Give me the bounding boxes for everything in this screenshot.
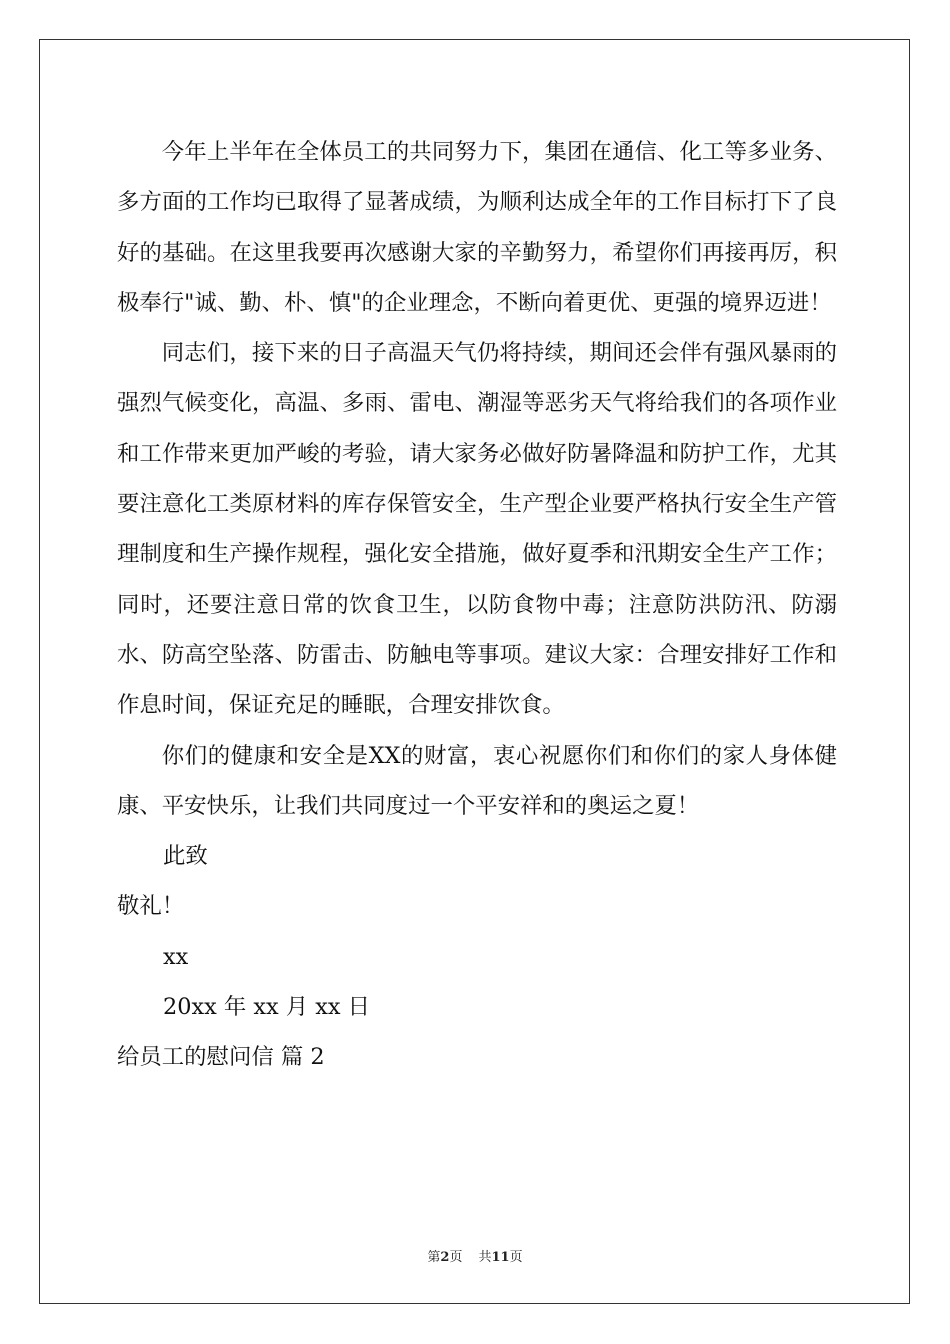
paragraph-3: 你们的健康和安全是XX的财富，衷心祝愿你们和你们的家人身体健康、平安快乐，让我们共同度过一个平安祥和的奥运之夏！	[117, 742, 837, 819]
paragraph-1: 今年上半年在全体员工的共同努力下，集团在通信、化工等多业务、多方面的工作均已取得了显著成绩，为顺利达成全年的工作目标打下了良好的基础。在这里我要再次感谢大家的辛勤努力，希望你们再接再厉，积极奉行"诚、勤、朴、慎"的企业理念，不断向着更优、更强的境界迈进！	[117, 139, 837, 316]
signature: xx	[163, 943, 189, 970]
page-suffix: 页	[449, 1250, 463, 1265]
total-suffix: 页	[509, 1250, 523, 1265]
page-footer	[0, 1246, 950, 1265]
letter-date: 20xx 年 xx 月 xx 日	[163, 994, 371, 1021]
page-prefix: 第	[427, 1250, 441, 1265]
letter-body	[117, 127, 837, 1083]
closing-salutation: 此致	[163, 843, 208, 870]
next-section-heading: 给员工的慰问信 篇 2	[117, 1044, 325, 1071]
closing-respect: 敬礼！	[117, 893, 185, 920]
total-pages: 11	[491, 1250, 510, 1265]
paragraph-2: 同志们，接下来的日子高温天气仍将持续，期间还会伴有强风暴雨的强烈气候变化，高温、多雨、雷电、潮湿等恶劣天气将给我们的各项作业和工作带来更加严峻的考验，请大家务必做好防暑降温和防护工作，尤其要注意化工类原材料的库存保管安全，生产型企业要严格执行安全生产管理制度和生产操作规程，强化安全措施，做好夏季和汛期安全生产工作；同时，还要注意日常的饮食卫生，以防食物中毒；注意防洪防汛、防溺水、防高空坠落、防雷击、防触电等事项。建议大家：合理安排好工作和作息时间，保证充足的睡眠，合理安排饮食。	[117, 340, 837, 719]
page-number: 2	[440, 1250, 450, 1265]
total-prefix: 共	[478, 1250, 492, 1265]
